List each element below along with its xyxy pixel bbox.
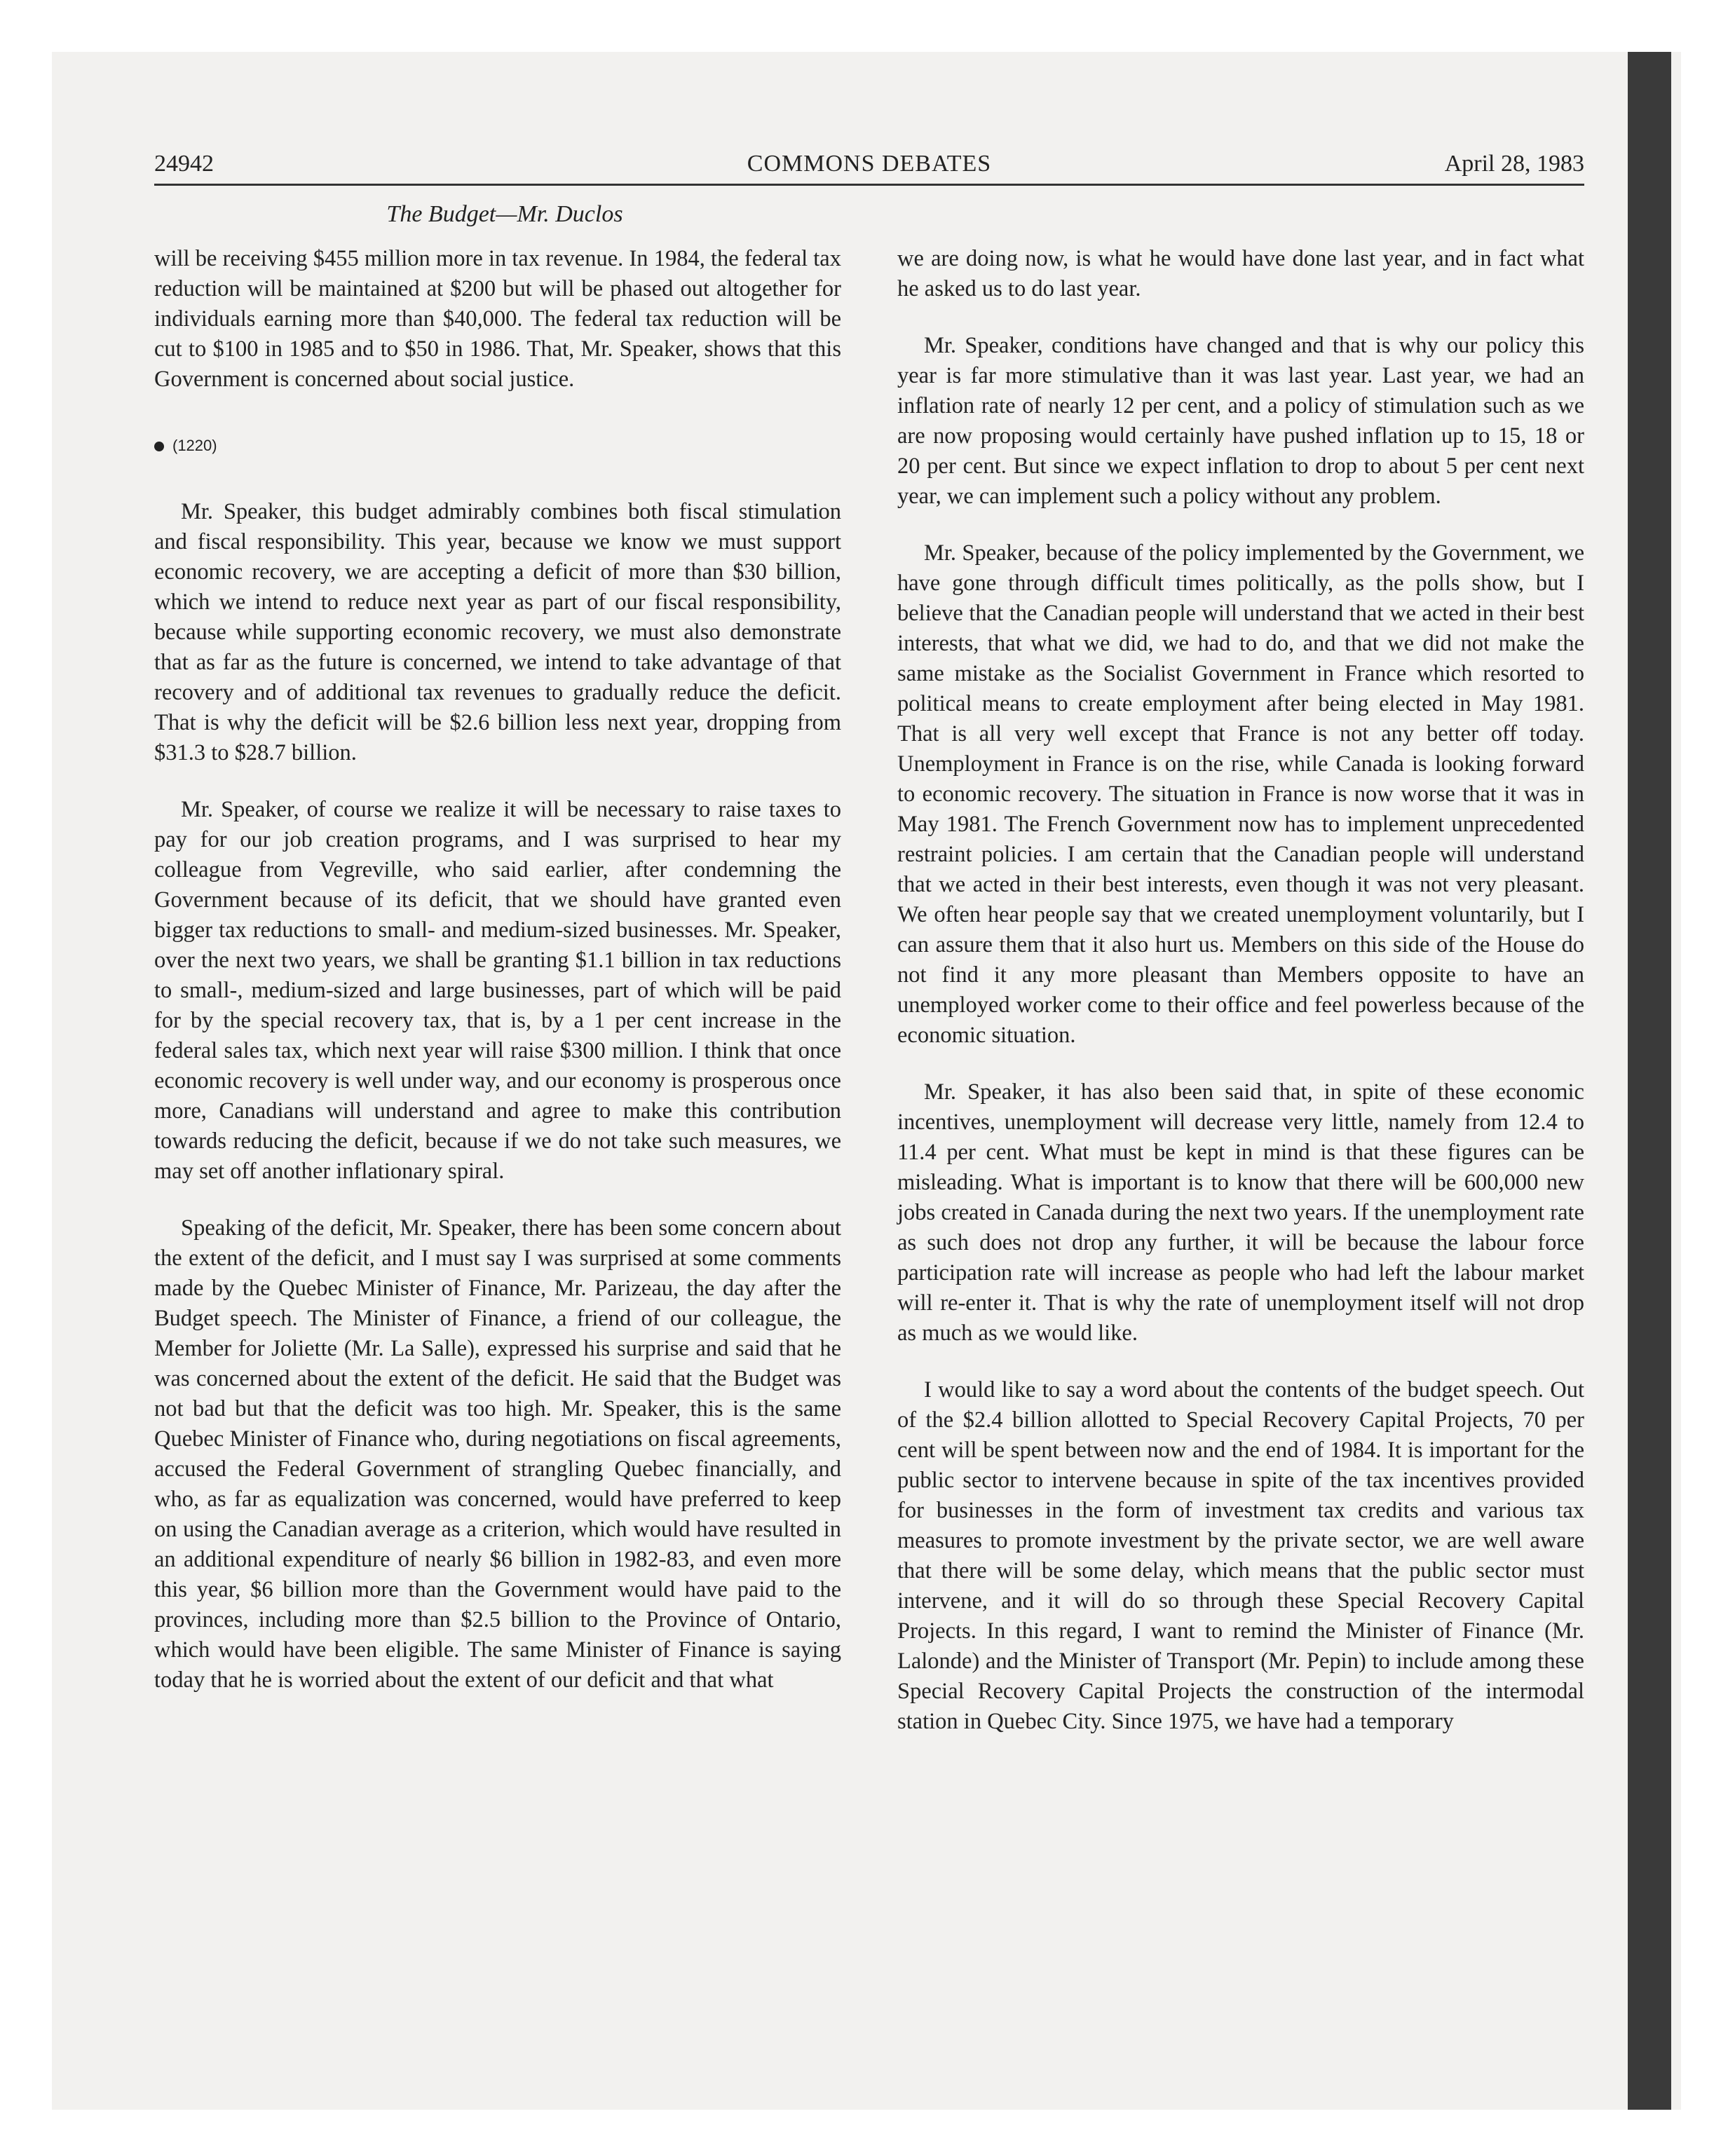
paragraph: we are doing now, is what he would have done last year, and in fact what he asked us to do last year. — [897, 246, 1584, 301]
publication-title: COMMONS DEBATES — [747, 151, 992, 177]
paragraph: Mr. Speaker, because of the policy implemented by the Government, we have gone through difficult times politically, as the polls show, but I believe that the Canadian people will understand that we acted in their best interests, that what we did, we had to do, and that we did not make the same mistake as the Socialist Government in France which resorted to political means to create employment after being elected in May 1981. That is all very well except that France is not any better off today. Unemployment in France is on the rise, while Canada is looking forward to economic recovery. The situation in France is now worse that it was in May 1981. The French Government now has to implement unprecedented restraint policies. I am certain that the Canadian people will understand that we acted in their best interests, even though it was not very pleasant. We often hear people say that we created unemployment voluntarily, but I can assure them that it also hurt us. Members on this side of the House do not find it any more pleasant than Members opposite to have an unemployed worker come to their office and feel powerless because of the economic situation. — [897, 540, 1584, 1048]
scan-edge-shadow — [1628, 52, 1671, 2110]
time-marker — [154, 435, 841, 456]
time-marker-label: (1220) — [172, 437, 217, 454]
paragraph: Mr. Speaker, of course we realize it will be necessary to raise taxes to pay for our job creation programs, and I was surprised to hear my colleague from Vegreville, who said earlier, after condemning the Government because of its deficit, that we should have granted even bigger tax reductions to small- and medium-sized businesses. Mr. Speaker, over the next two years, we shall be granting $1.1 billion in tax reductions to small-, medium-sized and large businesses, part of which will be paid for by the special recovery tax, that is, by a 1 per cent increase in the federal sales tax, which next year will raise $300 million. I think that once economic recovery is well under way, and our economy is prosperous once more, Canadians will understand and agree to make this contribution towards reducing the deficit, because if we do not take such measures, we may set off another inflationary spiral. — [154, 797, 841, 1184]
bullet-icon — [154, 442, 164, 451]
paragraph: Mr. Speaker, this budget admirably combines both fiscal stimulation and fiscal responsibility. This year, because we know we must support economic recovery, we are accepting a deficit of more than $30 billion, which we intend to reduce next year as part of our fiscal responsibility, because while supporting economic recovery, we must also demonstrate that as far as the future is concerned, we intend to take advantage of that recovery and of additional tax revenues to gradually reduce the deficit. That is why the deficit will be $2.6 billion less next year, dropping from $31.3 to $28.7 billion. — [154, 499, 841, 765]
left-column — [154, 244, 841, 1696]
right-column — [897, 244, 1584, 1737]
paragraph: Speaking of the deficit, Mr. Speaker, there has been some concern about the extent of the deficit, and I must say I was surprised at some comments made by the Quebec Minister of Finance, Mr. Parizeau, the day after the Budget speech. The Minister of Finance, a friend of our colleague, the Member for Joliette (Mr. La Salle), expressed his surprise and said that he was concerned about the extent of the deficit. He said that the Budget was not bad but that the deficit was too high. Mr. Speaker, this is the same Quebec Minister of Finance who, during negotiations on fiscal agreements, accused the Federal Government of strangling Quebec financially, and who, as far as equalization was concerned, would have preferred to keep on using the Canadian average as a criterion, which would have resulted in an additional expenditure of nearly $6 billion in 1982-83, and even more this year, $6 billion more than the Government would have paid to the provinces, including more than $2.5 billion to the Province of Ontario, which would have been eligible. The same Minister of Finance is saying today that he is worried about the extent of our deficit and that what — [154, 1215, 841, 1693]
paragraph: Mr. Speaker, conditions have changed and that is why our policy this year is far more stimulative than it was last year. Last year, we had an inflation rate of nearly 12 per cent, and a policy of stimulation such as we are now proposing would certainly have pushed inflation up to 15, 18 or 20 per cent. But since we expect inflation to drop to about 5 per cent next year, we can implement such a policy without any problem. — [897, 333, 1584, 509]
document-page — [154, 147, 1584, 1734]
paragraph: Mr. Speaker, it has also been said that, in spite of these economic incentives, unemployment will decrease very little, namely from 12.4 to 11.4 per cent. What must be kept in mind is that these figures can be misleading. What is important is to know that there will be 600,000 new jobs created in Canada during the next two years. If the unemployment rate as such does not drop any further, it will be because the labour force participation rate will increase as people who had left the labour market will re-enter it. That is why the rate of unemployment itself will not drop as much as we would like. — [897, 1079, 1584, 1346]
running-head — [154, 147, 1584, 186]
section-subheading: The Budget—Mr. Duclos — [386, 201, 623, 227]
page-number: 24942 — [154, 151, 214, 177]
paragraph: will be receiving $455 million more in tax revenue. In 1984, the federal tax reduction will be maintained at $200 but will be phased out altogether for individuals earning more than $40,000. The federal tax reduction will be cut to $100 in 1985 and to $50 in 1986. That, Mr. Speaker, shows that this Government is concerned about social justice. — [154, 246, 841, 392]
publication-date: April 28, 1983 — [1444, 151, 1584, 177]
paragraph: I would like to say a word about the contents of the budget speech. Out of the $2.4 billion allotted to Special Recovery Capital Projects, 70 per cent will be spent between now and the end of 1984. It is important for the public sector to intervene because in spite of the tax incentives provided for businesses in the form of investment tax credits and various tax measures to promote investment by the private sector, we are well aware that there will be some delay, which means that the public sector must intervene, and it will do so through these Special Recovery Capital Projects. In this regard, I want to remind the Minister of Finance (Mr. Lalonde) and the Minister of Transport (Mr. Pepin) to include among these Special Recovery Capital Projects the construction of the intermodal station in Quebec City. Since 1975, we have had a temporary — [897, 1377, 1584, 1734]
